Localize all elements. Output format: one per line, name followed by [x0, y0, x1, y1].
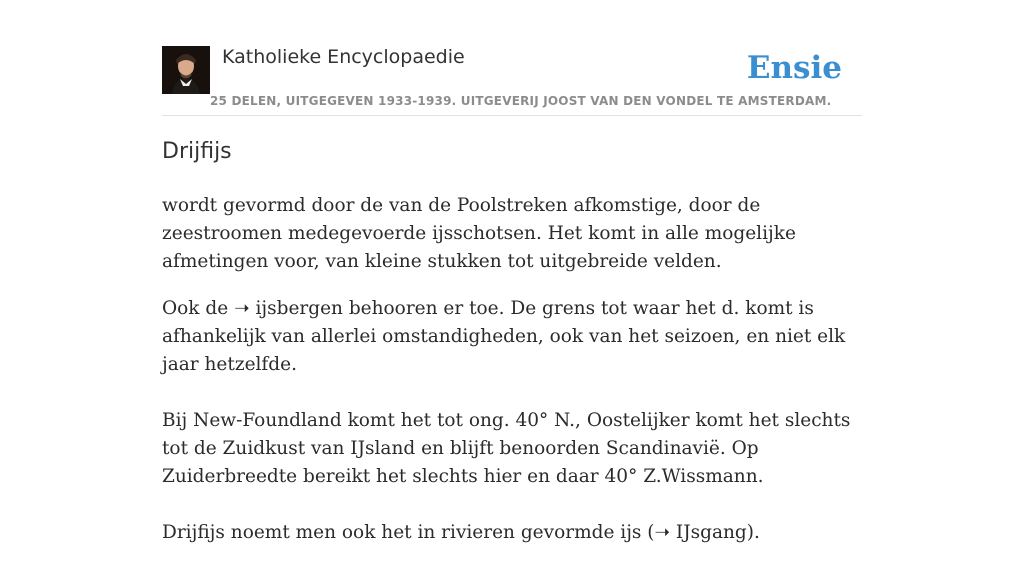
ijsgang-link[interactable]: ➝ IJsgang — [654, 522, 747, 543]
paragraph-4 — [162, 519, 862, 547]
article-body — [162, 192, 862, 566]
paragraph-4-before: Drijfijs noemt men ook het in rivieren gevormde ijs ( — [162, 522, 655, 543]
source-header — [162, 44, 862, 116]
ijsbergen-link[interactable]: ➝ ijsbergen — [234, 298, 343, 319]
paragraph-3: Bij New-Foundland komt het tot ong. 40° N., Oostelijker komt het slechts tot de Zuidkust van IJsland en blijft benoorden Scandinavië. Op Zuiderbreedte bereikt het slechts hier en daar 40° Z.Wissmann. — [162, 410, 851, 487]
ensie-logo-link[interactable]: Ensie — [746, 50, 842, 86]
paragraph-2-before: Ook de — [162, 298, 235, 319]
article-title: Drijfijs — [162, 139, 232, 164]
source-title[interactable]: Katholieke Encyclopaedie — [222, 46, 465, 68]
source-subtitle: 25 DELEN, UITGEGEVEN 1933-1939. UITGEVERIJ JOOST VAN DEN VONDEL TE AMSTERDAM. — [210, 94, 832, 108]
paragraph-2-after: behooren er toe. De grens tot waar het d. komt is afhankelijk van allerlei omstandigheden, ook van het seizoen, en niet elk jaar hetzelfde. — [162, 298, 846, 375]
paragraph-4-after: ). — [746, 522, 760, 543]
portrait-avatar-icon[interactable] — [162, 46, 210, 94]
paragraph-1: wordt gevormd door de van de Poolstreken afkomstige, door de zeestroomen medegevoerde ijsschotsen. Het komt in alle mogelijke afmetingen voor, van kleine stukken tot uitgebreide velden. — [162, 195, 796, 272]
paragraph-2 — [162, 295, 862, 379]
